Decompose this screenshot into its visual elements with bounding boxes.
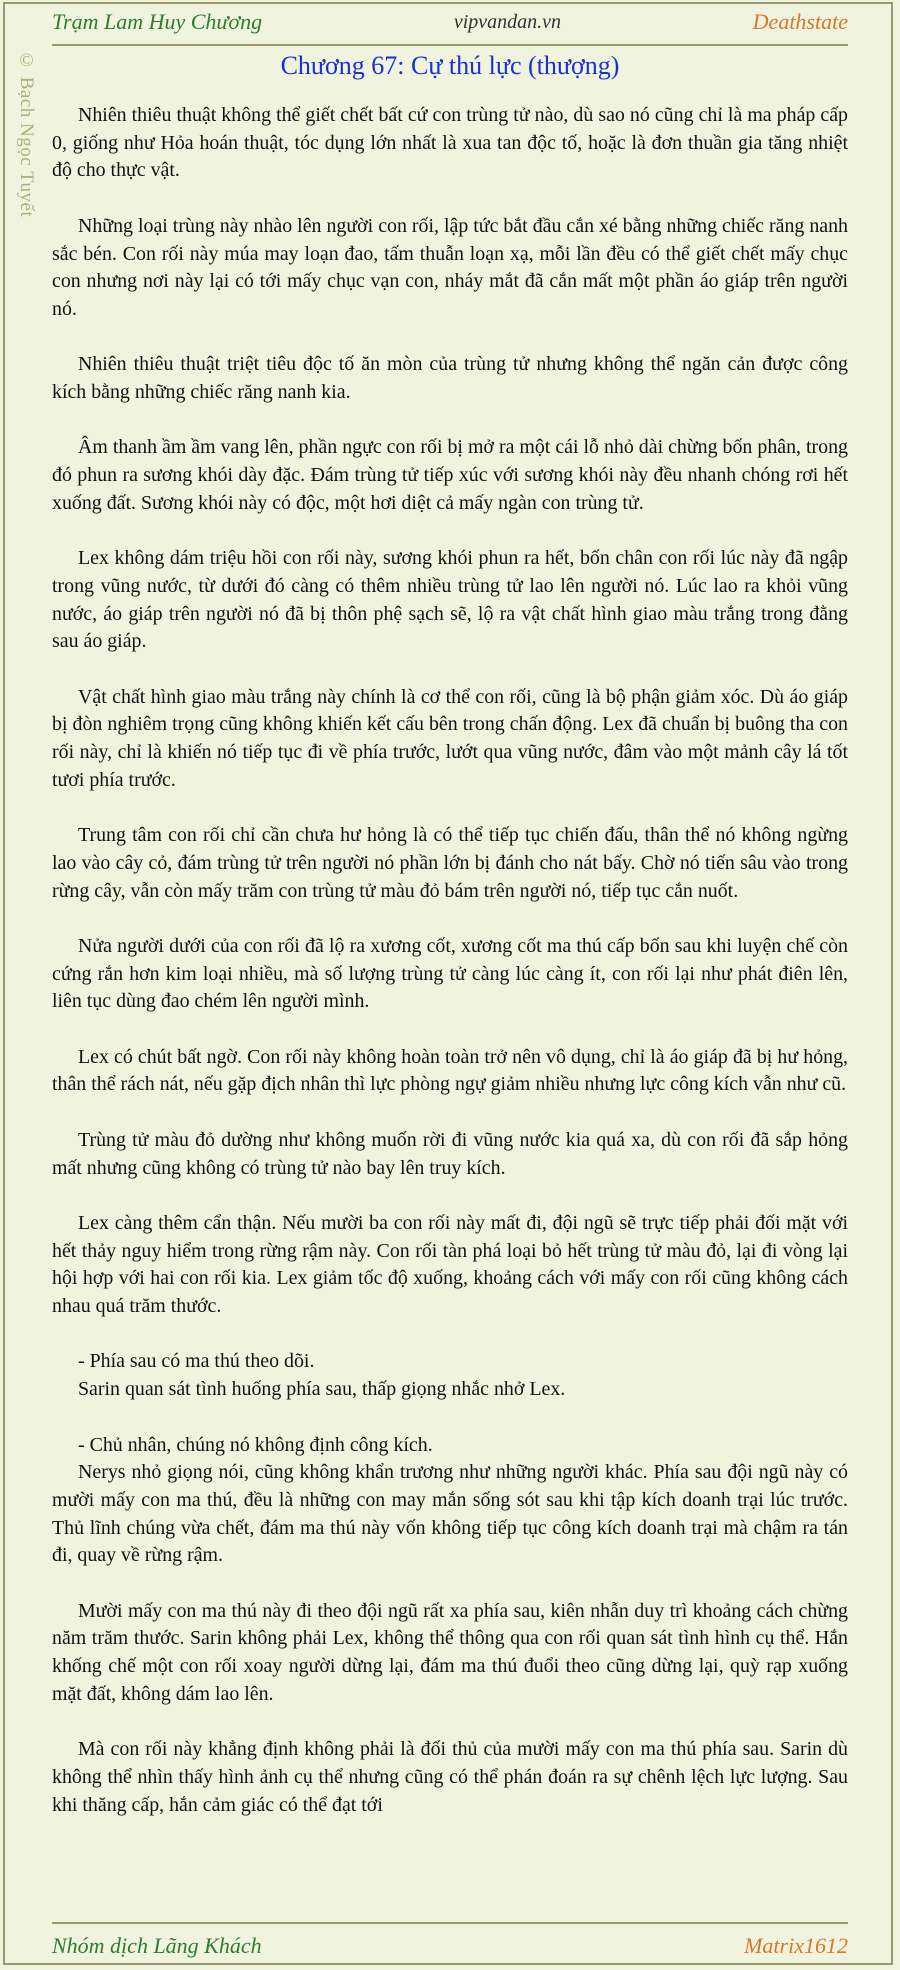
- paragraph: Lex càng thêm cẩn thận. Nếu mười ba con rối này mất đi, đội ngũ sẽ trực tiếp phải đối mặt với hết thảy nguy hiểm trong rừng rậm này. Con rối tàn phá loại bỏ hết trùng tử màu đỏ, lại đi vòng lại hội hợp với hai con rối kia. Lex giảm tốc độ xuống, khoảng cách với mấy con rối cũng không cách nhau quá trăm thước.: [52, 1211, 848, 1318]
- watermark-text: © Bạch Ngọc Tuyết: [16, 50, 37, 218]
- chapter-title: Chương 67: Cự thú lực (thượng): [280, 51, 620, 80]
- page-footer: [52, 1922, 848, 1968]
- paragraph: Trung tâm con rối chỉ cần chưa hư hỏng là có thể tiếp tục chiến đấu, thân thể nó không ngừng lao vào cây cỏ, đám trùng tử trên người nó phần lớn bị đánh cho nát bấy. Chờ nó tiến sâu vào trong rừng cây, vẫn còn mấy trăm con trùng tử màu đỏ bám trên người nó, tiếp tục cắn nuốt.: [52, 824, 848, 902]
- paragraph: Những loại trùng này nhào lên người con rối, lập tức bắt đầu cắn xé bằng những chiếc răng nanh sắc bén. Con rối này múa may loạn đao, tấm thuẫn loạn xạ, mỗi lần đều có thể giết chết mấy chục con nhưng nơi này lại có tới mấy chục vạn con, nháy mắt đã cắn mất một phần áo giáp trên người nó.: [52, 214, 848, 320]
- paragraph: Nửa người dưới của con rối đã lộ ra xương cốt, xương cốt ma thú cấp bốn sau khi luyện chế còn cứng rắn hơn kim loại nhiều, mà số lượng trùng tử càng lúc càng ít, con rối lại như phát điên lên, liên tục dùng đao chém lên người mình.: [52, 934, 848, 1013]
- paragraph: Vật chất hình giao màu trắng này chính là cơ thể con rối, cũng là bộ phận giảm xóc. Dù áo giáp bị đòn nghiêm trọng cũng không khiến kết cấu bên trong chấn động. Lex đã chuẩn bị buông tha con rối này, chỉ là khiến nó tiếp tục đi về phía trước, lướt qua vũng nước, đâm vào một mảnh cây lá tốt tươi phía trước.: [52, 685, 848, 791]
- paragraph: Mười mấy con ma thú này đi theo đội ngũ rất xa phía sau, kiên nhẫn duy trì khoảng cách chừng năm trăm thước. Sarin không phải Lex, không thể thông qua con rối quan sát tình hình cụ thể. Hắn khống chế một con rối xoay người dừng lại, đám ma thú đuổi theo cũng dừng lại, quỳ rạp xuống mặt đất, không dám lao lên.: [52, 1599, 848, 1705]
- paragraph: Nhiên thiêu thuật không thể giết chết bất cứ con trùng tử nào, dù sao nó cũng chỉ là ma pháp cấp 0, giống như Hỏa hoán thuật, tóc dụng lớn nhất là xua tan độc tố, hoặc là đơn thuần gia tăng nhiệt độ cho thực vật.: [52, 104, 848, 182]
- paragraph: Mà con rối này khẳng định không phải là đối thủ của mười mấy con ma thú phía sau. Sarin dù không thể nhìn thấy hình ảnh cụ thể nhưng cũng có thể phán đoán ra sự chênh lệch lực lượng. Sau khi thăng cấp, hắn cảm giác có thể đạt tới: [52, 1738, 848, 1816]
- header-site-name: Trạm Lam Huy Chương: [52, 9, 263, 34]
- paragraph: Nhiên thiêu thuật triệt tiêu độc tố ăn mòn của trùng tử nhưng không thể ngăn cản được công kích bằng những chiếc răng nanh kia.: [52, 353, 848, 403]
- page-header: [52, 0, 848, 46]
- chapter-body: [52, 102, 848, 1819]
- footer-translator-group: Nhóm dịch Lãng Khách: [52, 1933, 262, 1958]
- copyright-watermark: [6, 50, 46, 260]
- paragraph: Trùng tử màu đỏ dường như không muốn rời đi vũng nước kia quá xa, dù con rối đã sắp hỏng mất nhưng cũng không có trùng tử nào bay lên truy kích.: [52, 1128, 848, 1179]
- footer-editor: Matrix1612: [744, 1933, 848, 1958]
- paragraph: Sarin quan sát tình huống phía sau, thấp giọng nhắc nhở Lex.: [78, 1378, 566, 1401]
- dialogue-line: - Chủ nhân, chúng nó không định công kích.: [78, 1433, 433, 1456]
- dialogue-line: - Phía sau có ma thú theo dõi.: [78, 1350, 315, 1373]
- paragraph: Lex không dám triệu hồi con rối này, sương khói phun ra hết, bốn chân con rối lúc này đã ngập trong vũng nước, từ dưới đó càng có thêm nhiều trùng tử lao lên người nó. Lúc lao ra khỏi vũng nước, áo giáp trên người nó đã bị thôn phệ sạch sẽ, lộ ra vật chất hình giao màu trắng trong đằng sau áo giáp.: [52, 547, 848, 653]
- paragraph: Lex có chút bất ngờ. Con rối này không hoàn toàn trở nên vô dụng, chỉ là áo giáp đã bị hư hỏng, thân thể rách nát, nếu gặp địch nhân thì lực phòng ngự giảm nhiều nhưng lực công kích vẫn như cũ.: [52, 1045, 848, 1096]
- paragraph: Âm thanh ầm ầm vang lên, phần ngực con rối bị mở ra một cái lỗ nhỏ dài chừng bốn phân, trong đó phun ra sương khói dày đặc. Đám trùng tử tiếp xúc với sương khói này đều nhanh chóng rơi hết xuống đất. Sương khói này có độc, một hơi diệt cả mấy ngàn con trùng tử.: [52, 436, 848, 514]
- paragraph: Nerys nhỏ giọng nói, cũng không khẩn trương như những người khác. Phía sau đội ngũ này có mười mấy con ma thú, đều là những con may mắn sống sót sau khi tập kích doanh trại lúc trước. Thủ lĩnh chúng vừa chết, đám ma thú này vốn không tiếp tục công kích doanh trại mà chậm ra tán đi, quay về rừng rậm.: [52, 1461, 848, 1567]
- header-book-title: Deathstate: [752, 9, 848, 34]
- header-url[interactable]: vipvandan.vn: [453, 10, 562, 33]
